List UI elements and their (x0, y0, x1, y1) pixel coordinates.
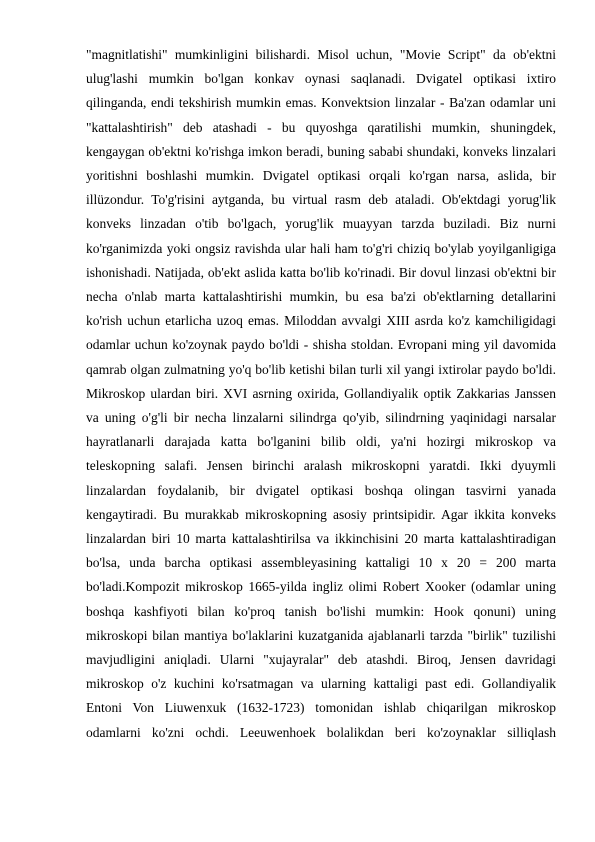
document-page (86, 43, 556, 745)
body-paragraph: "magnitlatishi" mumkinligini bilishardi. Misol uchun, "Movie Script" da ob'ektni ulug'lashi mumkin bo'lgan konkav oynasi saqlanadi. Dvigatel optikasi ixtiro qilinganda, endi tekshirish mumkin emas. Konvektsion linzalar - Ba'zan odamlar uni "kattalashtirish" deb atashadi - bu quyoshga qaratilishi mumkin, shuningdek, kengaygan ob'ektni ko'rishga imkon beradi, buning sababi shundaki, konveks linzalari yoritishni boshlashi mumkin. Dvigatel optikasi orqali ko'rgan narsa, aslida, bir illüzondur. To'g'risini aytganda, bu virtual rasm deb ataladi. Ob'ektdagi yorug'lik konveks linzadan o'tib bo'lgach, yorug'lik muayyan tarzda buziladi. Biz nurni ko'rganimizda yoki ongsiz ravishda ular hali ham to'g'ri chiziq bo'ylab yoyilganligiga ishonishadi. Natijada, ob'ekt aslida katta bo'lib ko'rinadi. Bir dovul linzasi ob'ektni bir necha o'nlab marta kattalashtirishi mumkin, bu esa ba'zi ob'ektlarning detallarini ko'rish uchun etarlicha uzoq emas. Miloddan avvalgi XIII asrda ko'z kamchiligidagi odamlar uchun ko'zoynak paydo bo'ldi - shisha stoldan. Evropani ming yil davomida qamrab olgan zulmatning yo'q bo'lib ketishi bilan turli xil yangi ixtirolar paydo bo'ldi. Mikroskop ulardan biri. XVI asrning oxirida, Gollandiyalik optik Zakkarias Janssen va uning o'g'li bir necha linzalarni silindrga qo'yib, silindrning yaqinidagi narsalar hayratlanarli darajada katta bo'lganini bilib oldi, ya'ni hozirgi mikroskop va teleskopning salafi. Jensen birinchi aralash mikroskopni yaratdi. Ikki dyuymli linzalardan foydalanib, bir dvigatel optikasi boshqa olingan tasvirni yanada kengaytiradi. Bu murakkab mikroskopning asosiy printsipidir. Agar ikkita konveks linzalardan biri 10 marta kattalashtirilsa va ikkinchisini 20 marta kattalashtiradigan bo'lsa, unda barcha optikasi assembleyasining kattaligi 10 x 20 = 200 marta bo'ladi.Kompozit mikroskop 1665-yilda ingliz olimi Robert Xooker (odamlar uning boshqa kashfiyoti bilan ko'proq tanish bo'lishi mumkin: Hook qonuni) uning mikroskopi bilan mantiya bo'laklarini kuzatganida ajablanarli tarzda "birlik" tuzilishi mavjudligini aniqladi. Ularni "xujayralar" deb atashdi. Biroq, Jensen davridagi mikroskop o'z kuchini ko'rsatmagan va ularning kattaligi past edi. Gollandiyalik Entoni Von Liuwenxuk (1632-1723) tomonidan ishlab chiqarilgan mikroskop odamlarni ko'zni ochdi. Leeuwenhoek bolalikdan beri ko'zoynaklar silliqlash (86, 47, 556, 740)
